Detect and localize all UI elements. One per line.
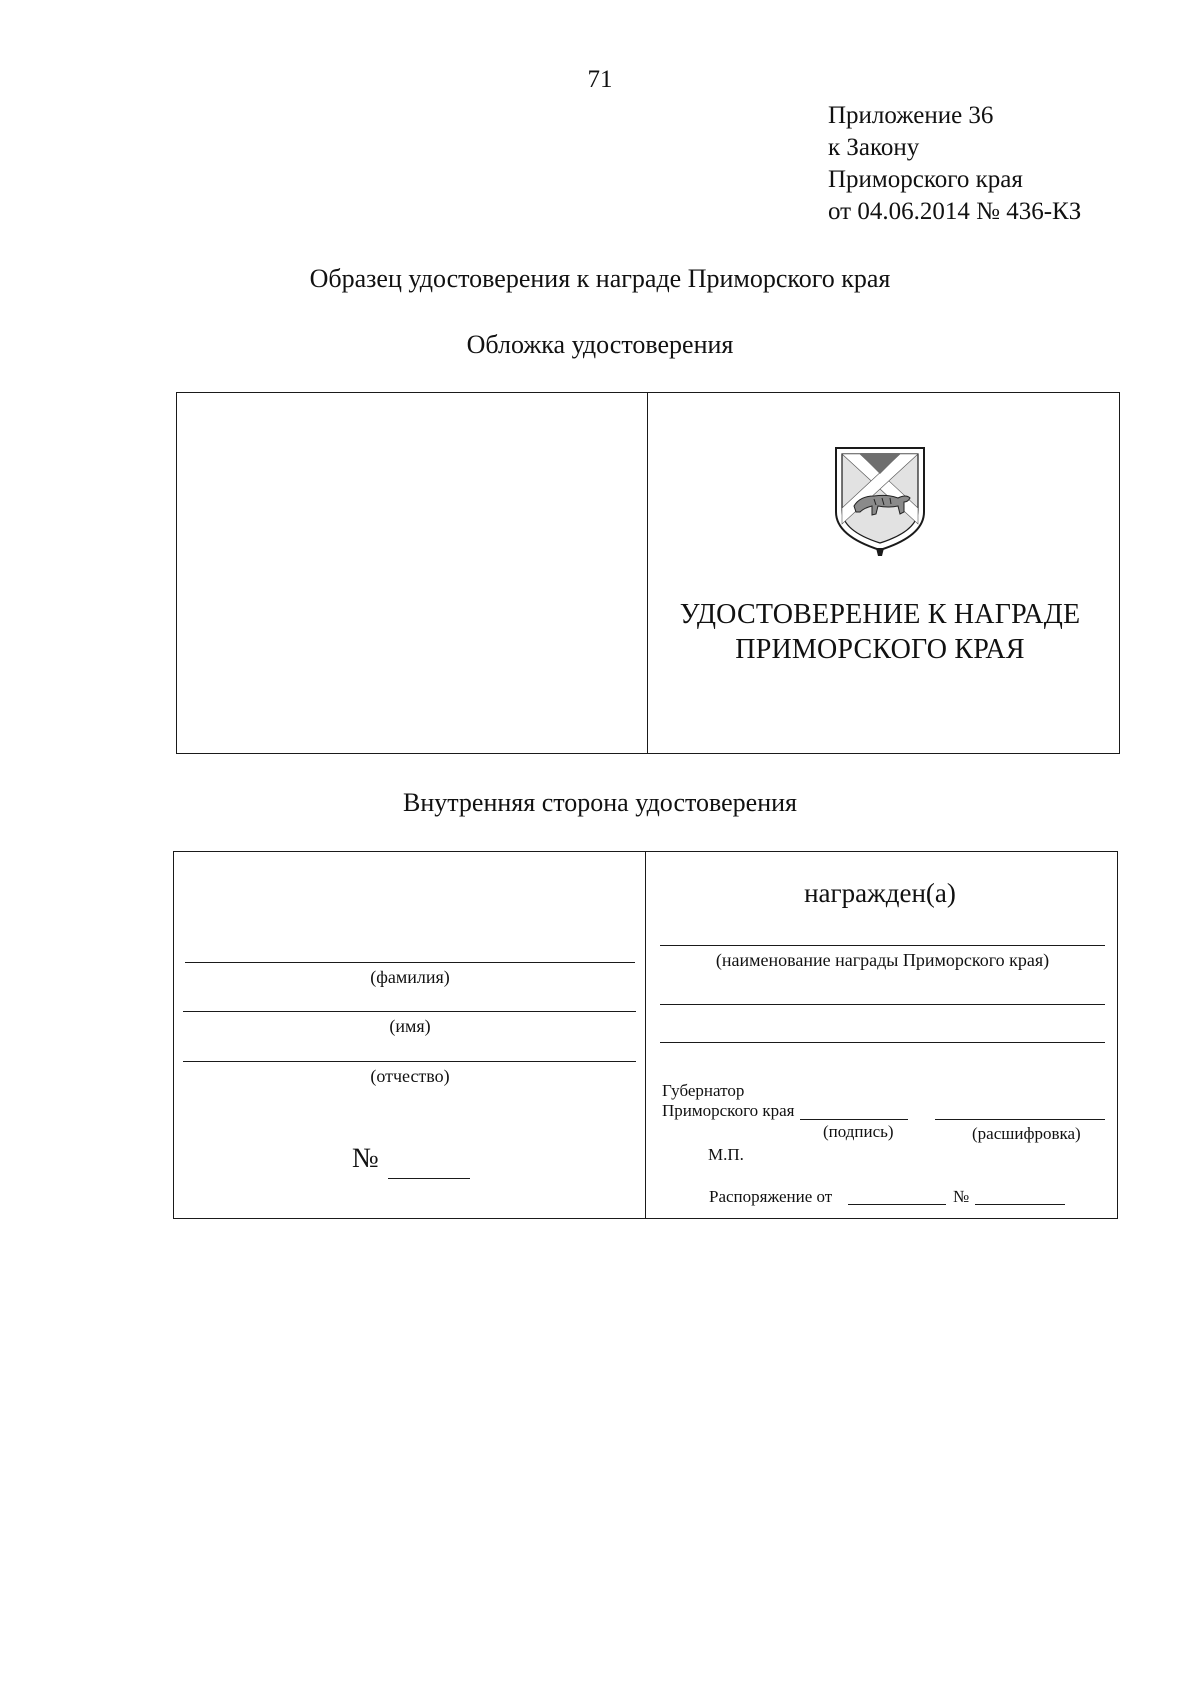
order-number-sign: № xyxy=(953,1187,970,1206)
inner-fold-divider xyxy=(645,852,646,1218)
primorye-coat-of-arms-icon xyxy=(830,444,930,560)
cover-title-line: ПРИМОРСКОГО КРАЯ xyxy=(735,634,1025,665)
name-line xyxy=(183,1011,636,1012)
surname-caption: (фамилия) xyxy=(370,967,450,987)
award-detail-line xyxy=(660,1004,1105,1005)
order-number-line xyxy=(975,1204,1065,1205)
cover-heading: Обложка удостоверения xyxy=(466,330,734,359)
inner-side-heading: Внутренняя сторона удостоверения xyxy=(402,788,798,817)
signature-caption: (подпись) xyxy=(823,1122,894,1141)
appendix-line: Приложение 36 xyxy=(828,102,994,129)
cover-fold-divider xyxy=(647,393,648,753)
award-detail-line xyxy=(660,1042,1105,1043)
awarded-label: награжден(а) xyxy=(804,878,956,908)
decryption-line xyxy=(935,1119,1105,1120)
appendix-line: Приморского края xyxy=(828,166,1023,193)
award-name-line xyxy=(660,945,1105,946)
order-date-line xyxy=(848,1204,946,1205)
governor-label: Губернатор xyxy=(662,1081,745,1100)
governor-region-label: Приморского края xyxy=(662,1101,795,1120)
signature-line xyxy=(800,1119,908,1120)
certificate-number-sign: № xyxy=(352,1143,379,1174)
cover-title-line: УДОСТОВЕРЕНИЕ К НАГРАДЕ xyxy=(679,599,1081,630)
surname-line xyxy=(185,962,635,963)
seal-label: М.П. xyxy=(708,1145,744,1164)
patronymic-caption: (отчество) xyxy=(370,1066,450,1086)
patronymic-line xyxy=(183,1061,636,1062)
name-caption: (имя) xyxy=(389,1016,431,1036)
decryption-caption: (расшифровка) xyxy=(972,1124,1081,1143)
document-title: Образец удостоверения к награде Приморского края xyxy=(309,264,891,293)
cover-certificate-title xyxy=(660,597,1100,667)
page-number: 71 xyxy=(587,66,613,93)
award-name-caption: (наименование награды Приморского края) xyxy=(715,950,1050,970)
order-label: Распоряжение от xyxy=(709,1187,833,1206)
appendix-line: к Закону xyxy=(828,134,920,161)
certificate-number-line xyxy=(388,1178,470,1179)
certificate-cover xyxy=(176,392,1120,754)
appendix-line: от 04.06.2014 № 436-КЗ xyxy=(828,198,1082,225)
appendix-reference xyxy=(828,100,1081,228)
